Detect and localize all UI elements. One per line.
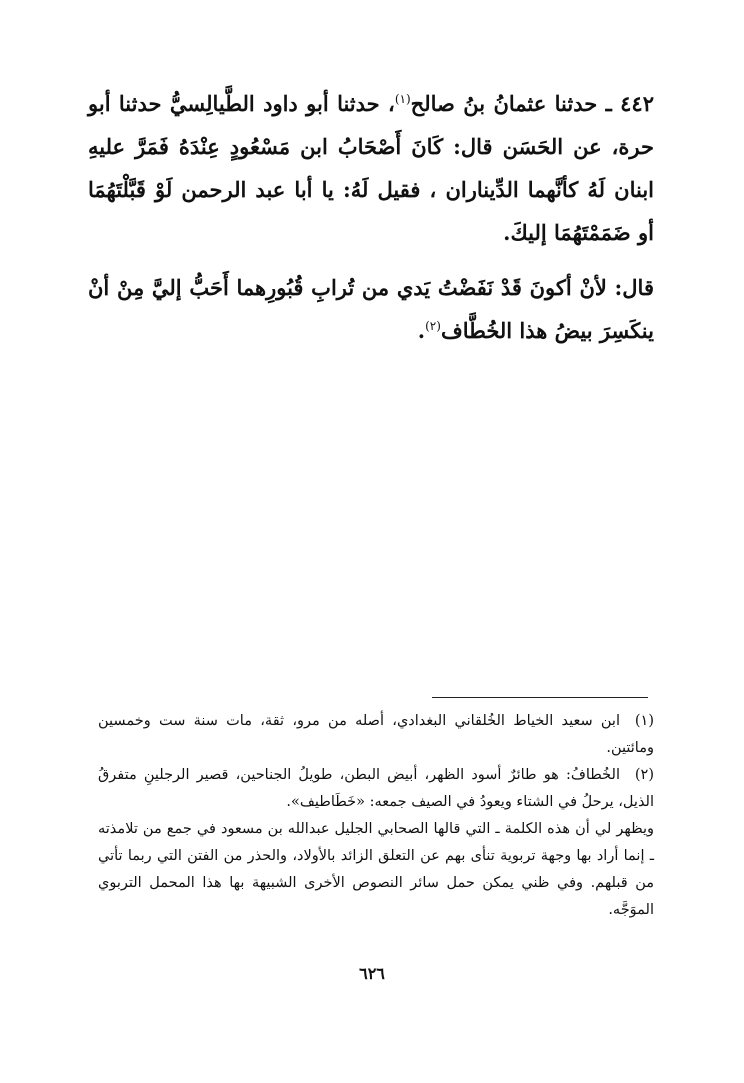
footnotes bbox=[98, 708, 654, 924]
hadith-paragraph-2 bbox=[88, 266, 654, 352]
footnote-2-number: (٢) bbox=[634, 767, 654, 783]
page-number: ٦٢٦ bbox=[359, 964, 385, 983]
footnote-1-number: (١) bbox=[634, 713, 654, 729]
footnote-2-commentary: ويظهر لي أن هذه الكلمة ـ التي قالها الصحابي الجليل عبدالله بن مسعود في جمع من تلامذته ـ إنما أراد بها وجهة تربوية تنأى بهم عن التعلق الزائد بالأولاد، والحذر من الفتن التي ربما تأتي من قبلهم. وفي ظني يمكن حمل سائر النصوص الأخرى الشبيهة بها هذا المحمل التربوي الموَجَّه. bbox=[98, 821, 654, 918]
footnote-ref-1[interactable]: (١) bbox=[394, 92, 411, 106]
hadith-narration: ، حدثنا أبو داود الطَّيالِسيُّ حدثنا أبو حرة، عن الحَسَن قال: كَانَ أَصْحَابُ ابن مَسْعُودٍ عِنْدَهُ فَمَرَّ عليهِ ابنان لَهُ كأنَّهما الدِّيناران ، فقيل لَهُ: يا أبا عبد الرحمن لَوْ قَبَّلْتَهُمَا أو ضَمَمْتَهُمَا إليكَ. bbox=[88, 91, 654, 245]
hadith-text bbox=[88, 82, 654, 352]
footnote-1-text: ابن سعيد الخياط الخُلقاني البغدادي، أصله من مرو، ثقة، مات سنة ست وخمسين ومائتين. bbox=[98, 713, 654, 756]
footnote-ref-2[interactable]: (٢) bbox=[425, 319, 441, 333]
footnote-2 bbox=[98, 762, 654, 816]
hadith-end-mark: . bbox=[417, 318, 426, 343]
hadith-answer: قال: لأنْ أكونَ قَدْ نَفَضْتُ يَدي من تُرابِ قُبُورِهما أَحَبُّ إليَّ مِنْ أنْ ينكَسِرَ بيضُ هذا الخُطَّاف bbox=[88, 275, 654, 343]
footnote-separator bbox=[432, 697, 648, 698]
footnote-1 bbox=[98, 708, 654, 762]
footnote-2-text: الخُطافُ: هو طائرٌ أسود الظهر، أبيض البطن، طويلُ الجناحين، قصير الرجلينِ متفرقُ الذيل، يرحلُ في الشتاء ويعودُ في الصيف جمعه: «خَطَاطيف». bbox=[98, 767, 654, 810]
hadith-paragraph-1 bbox=[88, 82, 654, 254]
hadith-opening: ٤٤٢ ـ حدثنا عثمانُ بنُ صالح bbox=[410, 91, 654, 116]
